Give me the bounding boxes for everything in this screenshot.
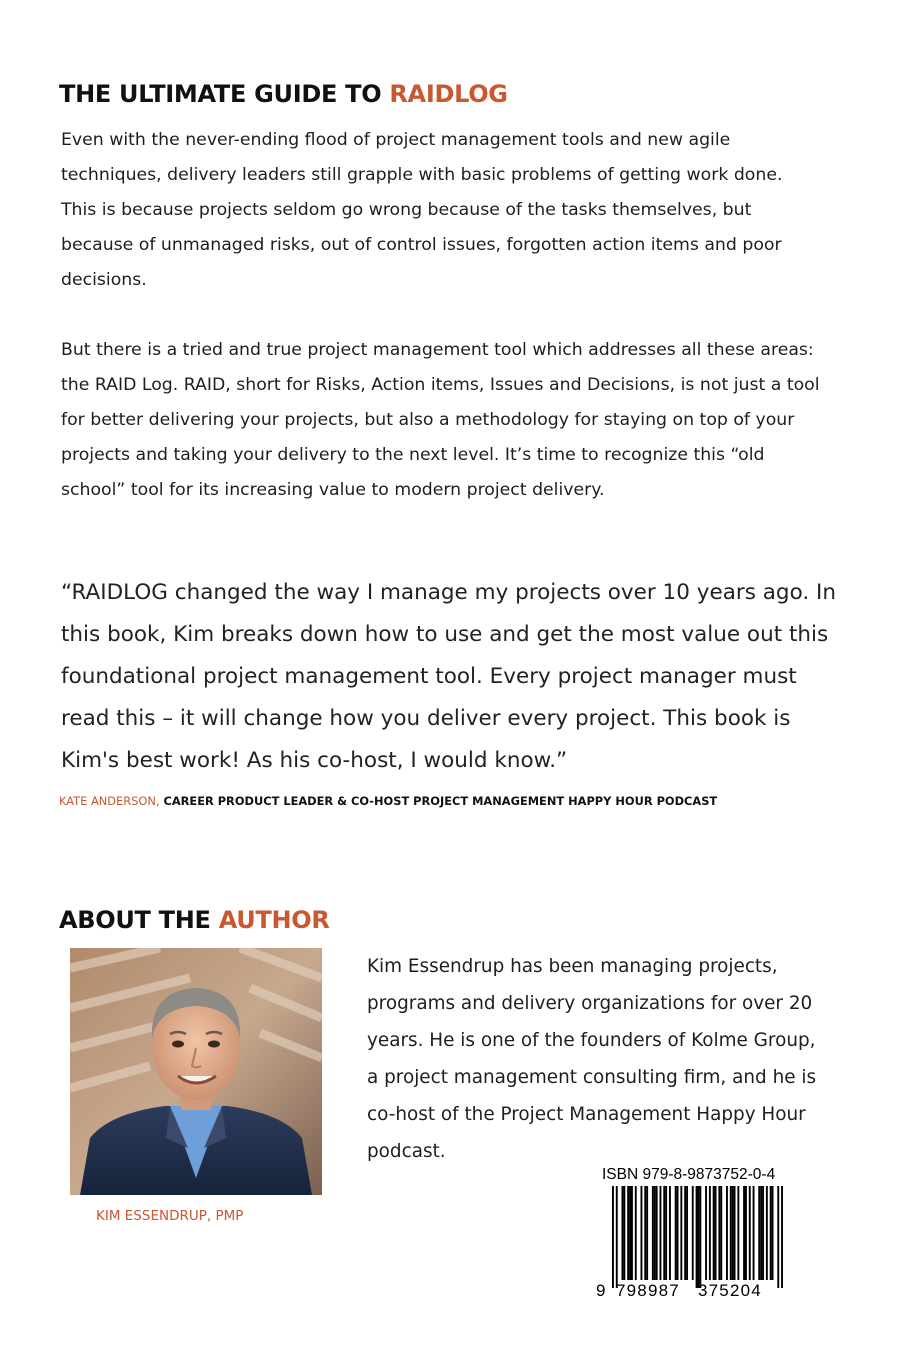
barcode-bar	[677, 1186, 679, 1280]
barcode-bar	[641, 1186, 643, 1280]
barcode-bar	[665, 1186, 667, 1280]
barcode-bar	[732, 1186, 734, 1280]
barcode-bar	[692, 1186, 694, 1280]
barcode-bar	[646, 1186, 648, 1280]
barcode-bar	[766, 1186, 768, 1280]
barcode-group-2: 375204	[698, 1281, 762, 1300]
testimonial-author-title: CAREER PRODUCT LEADER & CO-HOST PROJECT MANAGEMENT HAPPY HOUR PODCAST	[163, 794, 718, 808]
barcode-bar	[656, 1186, 658, 1280]
barcode-bar	[758, 1186, 760, 1280]
testimonial-quote: “RAIDLOG changed the way I manage my projects over 10 years ago. In this book, Kim breaks down how to use and get the most value out this foundational project management tool. Every project manager must read this – it will change how you deliver every project. This book is Kim's best work! As his co-host, I would know.”	[61, 580, 836, 773]
guide-heading	[59, 80, 508, 108]
barcode-group-1: 798987	[616, 1281, 680, 1300]
barcode-bar	[644, 1186, 646, 1280]
barcode-bar	[629, 1186, 631, 1280]
barcode-bar	[718, 1186, 720, 1280]
about-heading	[59, 906, 330, 934]
guide-paragraph-2: But there is a tried and true project management tool which addresses all these areas: the RAID Log. RAID, short for Risks, Action items, Issues and Decisions, is not just a tool for better delivering your projects, but also a methodology for staying on top of your projects and taking your delivery to the next level. It’s time to recognize this “old school” tool for its increasing value to modern project delivery.	[61, 340, 820, 500]
barcode-bar	[781, 1186, 783, 1288]
barcode-bar	[705, 1186, 707, 1280]
barcode-bar	[730, 1186, 732, 1280]
barcode-bar	[660, 1186, 662, 1280]
barcode-bar	[737, 1186, 739, 1280]
barcode-bar	[734, 1186, 736, 1280]
about-heading-accent: AUTHOR	[218, 906, 330, 934]
barcode-bar	[635, 1186, 637, 1280]
guide-paragraph-1: Even with the never-ending flood of project management tools and new agile techniques, delivery leaders still grapple with basic problems of getting work done. This is because projects seldom go wrong because of the tasks themselves, but because of unmanaged risks, out of control issues, forgotten action items and poor decisions.	[61, 130, 783, 290]
barcode-bar	[770, 1186, 772, 1280]
barcode-bar	[684, 1186, 686, 1280]
barcode-bar	[753, 1186, 755, 1280]
barcode-bar	[762, 1186, 764, 1280]
barcode-bar	[663, 1186, 665, 1280]
barcode-bar	[772, 1186, 774, 1280]
author-photo-caption: KIM ESSENDRUP, PMP	[96, 1208, 244, 1224]
barcode-bar	[743, 1186, 745, 1280]
barcode-bar	[709, 1186, 711, 1280]
testimonial-attribution	[59, 794, 717, 808]
barcode-bar	[713, 1186, 715, 1280]
barcode-bar	[654, 1186, 656, 1280]
barcode-bar	[627, 1186, 629, 1280]
barcode-bar	[686, 1186, 688, 1280]
barcode-bar	[680, 1186, 682, 1280]
barcode-bar	[745, 1186, 747, 1280]
barcode-bar	[669, 1186, 671, 1280]
barcode-bar	[749, 1186, 751, 1280]
isbn-barcode-block	[594, 1160, 788, 1320]
barcode-bar	[623, 1186, 625, 1280]
barcode-bar	[720, 1186, 722, 1280]
barcode-bar	[726, 1186, 728, 1280]
isbn-label: ISBN 979-8-9873752-0-4	[602, 1166, 776, 1183]
author-bio: Kim Essendrup has been managing projects, programs and delivery organizations for over 20 years. He is one of the founders of Kolme Group, a project management consulting firm, and he is co-host of the Project Management Happy Hour podcast.	[367, 956, 817, 1162]
barcode-bar	[777, 1186, 779, 1288]
barcode-bar	[675, 1186, 677, 1280]
barcode-bar	[631, 1186, 633, 1280]
testimonial-author-name: KATE ANDERSON,	[59, 794, 160, 808]
guide-heading-prefix: THE ULTIMATE GUIDE TO	[59, 80, 382, 108]
about-heading-prefix: ABOUT THE	[59, 906, 211, 934]
barcode-bar	[622, 1186, 624, 1280]
barcode-bar	[616, 1186, 618, 1288]
barcode-lead-digit: 9	[596, 1281, 607, 1300]
barcode-bar	[696, 1186, 698, 1288]
author-photo	[70, 948, 322, 1195]
barcode-bar	[698, 1186, 700, 1288]
barcode-bar	[760, 1186, 762, 1280]
barcode-bar	[699, 1186, 701, 1288]
author-portrait-illustration	[70, 948, 322, 1195]
barcode-bar	[612, 1186, 614, 1288]
barcode-bar	[652, 1186, 654, 1280]
barcode-bar	[715, 1186, 717, 1280]
guide-heading-accent: RAIDLOG	[389, 80, 508, 108]
